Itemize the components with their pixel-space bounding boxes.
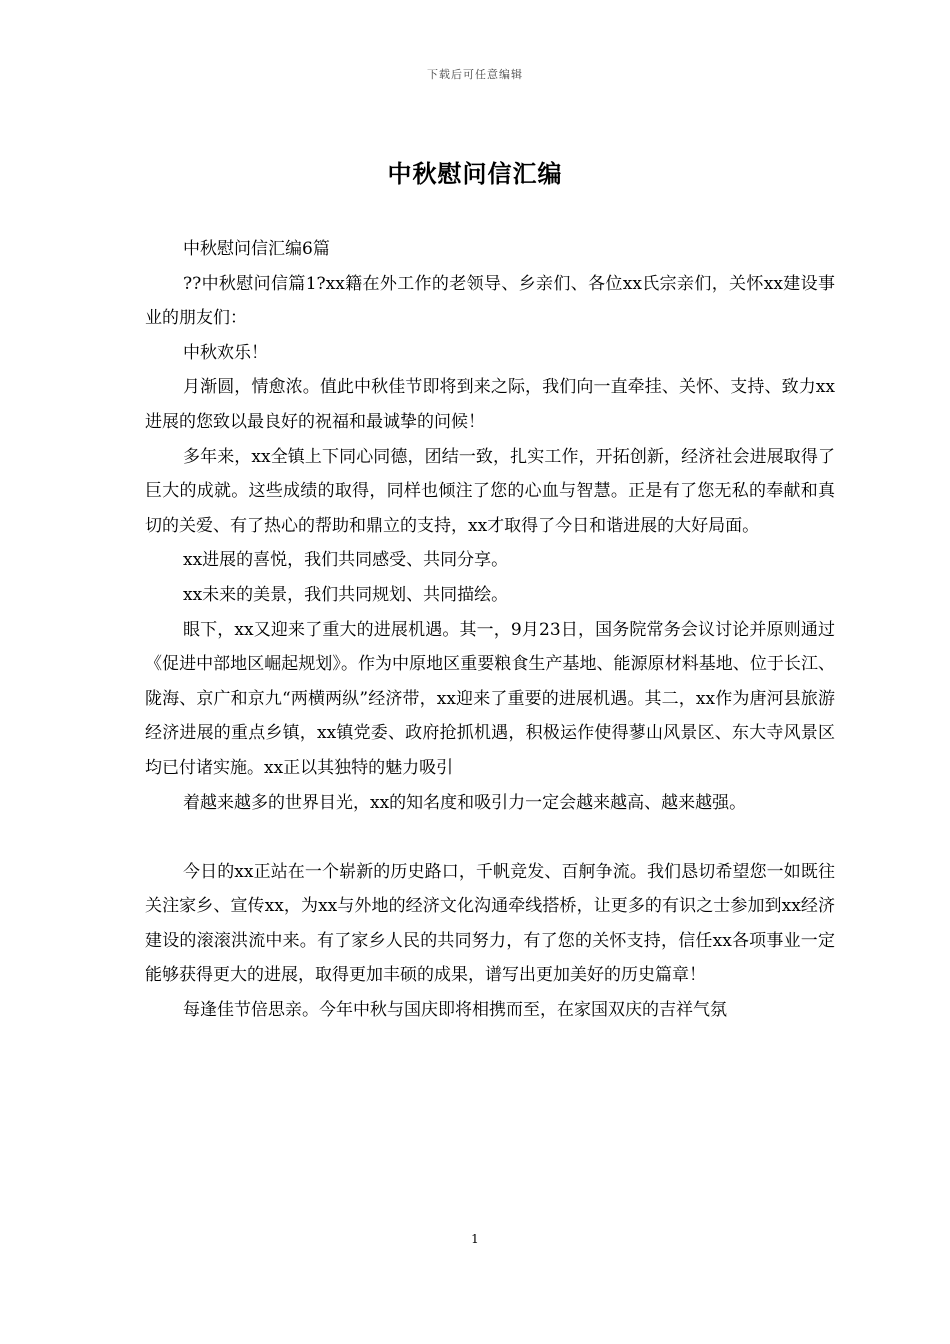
paragraph-salutation: ??中秋慰问信篇1?xx籍在外工作的老领导、乡亲们、各位xx氏宗亲们，关怀xx建设事业的朋友们：	[145, 273, 835, 329]
paragraph: xx未来的美景，我们共同规划、共同描绘。	[183, 584, 509, 605]
paragraph: 多年来，xx全镇上下同心同德，团结一致，扎实工作，开拓创新，经济社会进展取得了巨大的成就。这些成绩的取得，同样也倾注了您的心血与智慧。正是有了您无私的奉献和真切的关爱、有了热心的帮助和鼎立的支持，xx才取得了今日和谐进展的大好局面。	[145, 446, 835, 536]
paragraph-greeting: 中秋欢乐！	[183, 342, 268, 363]
document-title: 中秋慰问信汇编	[387, 159, 563, 188]
page-number: 1	[471, 1232, 479, 1246]
paragraph: xx进展的喜悦，我们共同感受、共同分享。	[183, 550, 509, 571]
paragraph: 今日的xx正站在一个崭新的历史路口，千帆竞发、百舸争流。我们恳切希望您一如既往关注家乡、宣传xx，为xx与外地的经济文化沟通牵线搭桥，让更多的有识之士参加到xx经济建设的滚滚洪流中来。有了家乡人民的共同努力，有了您的关怀支持，信任xx各项事业一定能够获得更大的进展，取得更加丰硕的成果，谱写出更加美好的历史篇章！	[145, 861, 835, 986]
paragraph: 每逢佳节倍思亲。今年中秋与国庆即将相携而至，在家国双庆的吉祥气氛	[183, 1000, 727, 1021]
paragraph: 月渐圆，情愈浓。值此中秋佳节即将到来之际，我们向一直牵挂、关怀、支持、致力xx进展的您致以最良好的祝福和最诚挚的问候！	[145, 377, 835, 432]
paragraph: 眼下，xx又迎来了重大的进展机遇。其一，9月23日，国务院常务会议讨论并原则通过《促进中部地区崛起规划》。作为中原地区重要粮食生产基地、能源原材料基地、位于长江、陇海、京广和京九“两横两纵”经济带，xx迎来了重要的进展机遇。其二，xx作为唐河县旅游经济进展的重点乡镇，xx镇党委、政府抢抓机遇，积极运作使得蓼山风景区、东大寺风景区均已付诸实施。xx正以其独特的魅力吸引	[145, 619, 835, 778]
paragraph-subtitle: 中秋慰问信汇编6篇	[183, 239, 330, 259]
paragraph: 着越来越多的世界目光，xx的知名度和吸引力一定会越来越高、越来越强。	[183, 792, 747, 813]
header-note: 下载后可任意编辑	[427, 68, 523, 81]
document-body	[145, 232, 835, 1028]
